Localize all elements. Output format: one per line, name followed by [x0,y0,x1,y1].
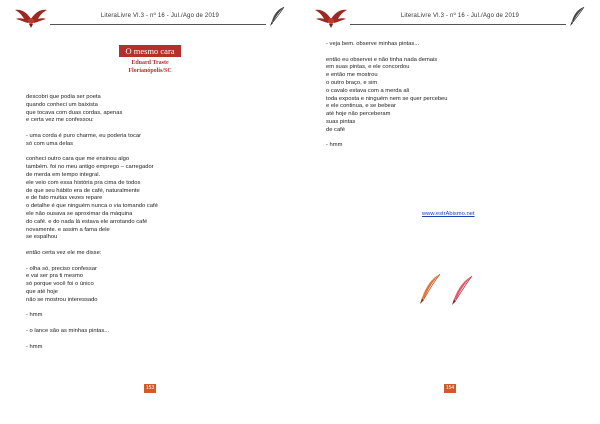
header-rule [50,24,266,25]
left-header [8,7,292,29]
poem-line: não se mostrou interessado [26,296,98,303]
right-header [308,7,592,29]
poem-line: se espalhou [26,234,58,241]
right-page [300,0,600,424]
poem-line: quando conheci um baixista [26,101,98,108]
poem-line: só porque você foi o único [26,281,94,288]
header-rule [350,24,566,25]
poem-line: também. foi no meu antigo emprego – carregador [26,164,154,171]
poem-line: e vai ser pra ti mesmo [26,273,84,280]
header-title: LiteraLivre Vl.3 - nº 16 - Jul./Ago de 2019 [100,13,220,19]
page-number-right: 154 [445,385,455,391]
poem-line: - veja bem. observe minhas pintas... [326,41,420,47]
poem-line: de café [326,126,346,133]
poem-line: que tocava com duas cordas, apenas [26,109,123,116]
poem-line: novamente. e assim a fama dele [26,226,110,233]
poem-line [326,49,576,57]
poem-line: - uma corda é puro charme, eu poderia tocar [26,132,142,139]
poem-line: - hmm [26,343,43,350]
poem-line [26,258,276,266]
poem-line [26,305,276,313]
poem-line: - o lance são as minhas pintas... [26,327,110,334]
quill-pen-icon [268,6,286,28]
poem-line: ele não ousava se aproximar da máquina [26,210,133,217]
poem-line [26,125,276,133]
winged-emblem-icon [14,7,48,29]
quill-pen-icon [568,6,586,28]
right-poem-body [326,41,576,150]
website-link[interactable]: www.estrAbismo.net [422,211,475,217]
feather-quills-icon [418,272,476,306]
poem-line: suas pintas [326,118,356,125]
poem-line: o outro braço, e sim [326,79,378,86]
poem-line [326,135,576,143]
poem-title: O mesmo cara [119,45,181,57]
winged-emblem-icon [314,7,348,29]
poem-location: Florianópolis/SC [128,68,172,74]
poem-line: - hmm [26,312,43,319]
poem-line: e então me mostrou [326,72,378,79]
poem-line: que até hoje [26,288,58,295]
poem-line: - olha só, preciso confessar [26,265,97,272]
header-title: LiteraLivre Vl.3 - nº 16 - Jul./Ago de 2019 [400,13,520,19]
poem-line: e ele continua, e se bebear [326,103,396,110]
poem-line: só com uma delas [26,140,74,147]
poem-line: de merda em tempo integral. [26,171,101,178]
poem-line: então certa vez ele me disse: [26,249,102,256]
poem-line: o detalhe é que ninguém nunca o via tomando café [26,203,158,210]
poem-line: de que seu hábito era de café, naturalmente [26,187,140,194]
poem-line [26,320,276,328]
poem-line: ele veio com essa história pra cima de todos [26,179,141,186]
poem-line: descobri que podia ser poeta [26,94,101,100]
poem-line: em suas pintas, e ele concordou [326,64,410,71]
poem-line: e de fato muitas vezes repare [26,195,103,202]
poem-line: e certa vez me confessou: [26,117,94,124]
left-poem-body [26,94,276,351]
poem-line: - hmm [326,142,343,149]
poem-author: Eduard Traste [131,60,169,66]
poem-line: do café. e do nada lá estava ele arrotando café [26,218,148,225]
poem-line: até hoje não perceberam [326,111,391,118]
poem-line: o cavalo estava com a merda ali [326,87,410,94]
poem-line [26,242,276,250]
page-number-left: 153 [145,385,155,391]
poem-line: então eu observei e não tinha nada demais [326,56,438,63]
poem-line [26,149,276,157]
poem-line [26,336,276,344]
poem-line: toda exposta e ninguém nem se quer percebeu [326,95,448,102]
poem-line: conheci outro cara que me ensinou algo [26,156,130,163]
